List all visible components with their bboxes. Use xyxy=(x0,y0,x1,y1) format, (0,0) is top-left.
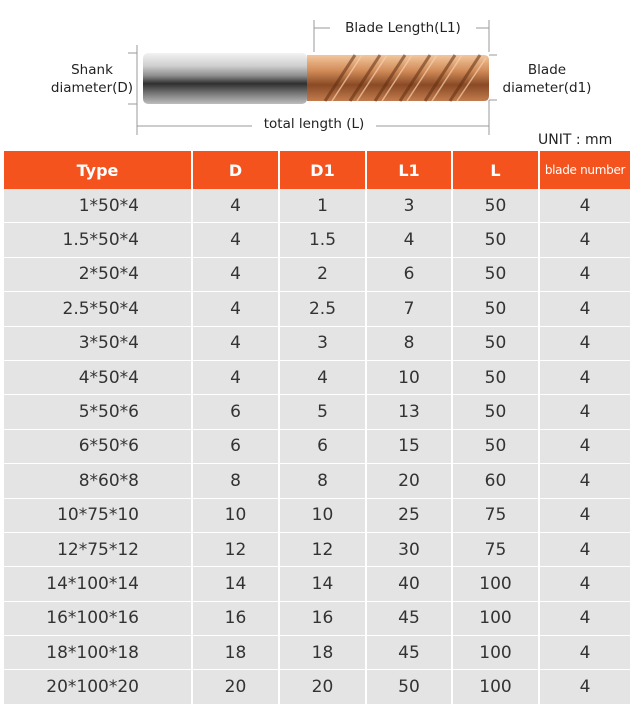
blade-number-cell: 4 xyxy=(539,601,630,635)
spec-table xyxy=(4,151,630,705)
type-cell: 16*100*16 xyxy=(4,601,192,635)
type-cell: 12*75*12 xyxy=(4,532,192,566)
type-cell: 1*50*4 xyxy=(4,189,192,223)
header-blade-number: blade number xyxy=(539,151,630,189)
d-cell: 8 xyxy=(192,464,279,498)
table-row xyxy=(4,223,630,257)
blade-number-cell: 4 xyxy=(539,532,630,566)
blade-number-cell: 4 xyxy=(539,567,630,601)
table-row xyxy=(4,326,630,360)
l1-cell: 45 xyxy=(366,601,452,635)
table-row xyxy=(4,567,630,601)
d1-cell: 16 xyxy=(279,601,366,635)
d1-cell: 5 xyxy=(279,395,366,429)
d1-cell: 1 xyxy=(279,189,366,223)
d1-cell: 4 xyxy=(279,360,366,394)
blade-number-cell: 4 xyxy=(539,464,630,498)
type-cell: 6*50*6 xyxy=(4,429,192,463)
l1-cell: 15 xyxy=(366,429,452,463)
table-row xyxy=(4,429,630,463)
type-cell: 14*100*14 xyxy=(4,567,192,601)
d1-cell: 6 xyxy=(279,429,366,463)
table-row xyxy=(4,292,630,326)
blade-diameter-label-line1: Blade xyxy=(527,62,567,78)
l1-cell: 10 xyxy=(366,360,452,394)
l1-cell: 40 xyxy=(366,567,452,601)
blade-number-cell: 4 xyxy=(539,636,630,670)
shank-label-line1: Shank xyxy=(71,62,113,78)
d1-cell: 3 xyxy=(279,326,366,360)
l-cell: 100 xyxy=(452,670,539,704)
l1-cell: 13 xyxy=(366,395,452,429)
type-cell: 1.5*50*4 xyxy=(4,223,192,257)
l-cell: 50 xyxy=(452,292,539,326)
type-cell: 20*100*20 xyxy=(4,670,192,704)
type-cell: 18*100*18 xyxy=(4,636,192,670)
d-cell: 4 xyxy=(192,189,279,223)
blade-number-cell: 4 xyxy=(539,189,630,223)
blade-number-cell: 4 xyxy=(539,395,630,429)
type-cell: 2*50*4 xyxy=(4,257,192,291)
l1-cell: 50 xyxy=(366,670,452,704)
l-cell: 50 xyxy=(452,223,539,257)
table-row xyxy=(4,257,630,291)
d-cell: 6 xyxy=(192,395,279,429)
l1-cell: 6 xyxy=(366,257,452,291)
table-row xyxy=(4,189,630,223)
blade-length-label: Blade Length(L1) xyxy=(330,19,476,37)
header-d: D xyxy=(192,151,279,189)
shank-diameter-label xyxy=(44,61,140,97)
blade-number-cell: 4 xyxy=(539,670,630,704)
table-row xyxy=(4,670,630,704)
type-cell: 4*50*4 xyxy=(4,360,192,394)
l1-cell: 30 xyxy=(366,532,452,566)
l-cell: 100 xyxy=(452,601,539,635)
d-cell: 6 xyxy=(192,429,279,463)
table-row xyxy=(4,532,630,566)
l-cell: 60 xyxy=(452,464,539,498)
d1-cell: 2 xyxy=(279,257,366,291)
l1-cell: 45 xyxy=(366,636,452,670)
table-row xyxy=(4,601,630,635)
blade-diameter-label-line2: diameter(d1) xyxy=(502,80,592,96)
l-cell: 50 xyxy=(452,326,539,360)
table-row xyxy=(4,498,630,532)
l1-cell: 8 xyxy=(366,326,452,360)
l1-cell: 3 xyxy=(366,189,452,223)
d1-cell: 2.5 xyxy=(279,292,366,326)
blade-number-cell: 4 xyxy=(539,429,630,463)
type-cell: 2.5*50*4 xyxy=(4,292,192,326)
type-cell: 3*50*4 xyxy=(4,326,192,360)
header-type: Type xyxy=(4,151,192,189)
d-cell: 4 xyxy=(192,257,279,291)
blade-number-cell: 4 xyxy=(539,498,630,532)
unit-label: UNIT : mm xyxy=(538,132,613,148)
l1-cell: 7 xyxy=(366,292,452,326)
type-cell: 8*60*8 xyxy=(4,464,192,498)
shank-label-line2: diameter(D) xyxy=(50,80,134,96)
l-cell: 75 xyxy=(452,498,539,532)
table-body xyxy=(4,189,630,704)
l-cell: 100 xyxy=(452,567,539,601)
l-cell: 50 xyxy=(452,189,539,223)
d-cell: 16 xyxy=(192,601,279,635)
d-cell: 18 xyxy=(192,636,279,670)
table-row xyxy=(4,395,630,429)
d-cell: 10 xyxy=(192,498,279,532)
type-cell: 10*75*10 xyxy=(4,498,192,532)
table-row xyxy=(4,360,630,394)
l1-cell: 25 xyxy=(366,498,452,532)
total-length-label: total length (L) xyxy=(252,115,376,133)
d-cell: 4 xyxy=(192,223,279,257)
l-cell: 50 xyxy=(452,429,539,463)
d1-cell: 14 xyxy=(279,567,366,601)
l1-cell: 4 xyxy=(366,223,452,257)
l1-cell: 20 xyxy=(366,464,452,498)
d-cell: 4 xyxy=(192,360,279,394)
l-cell: 50 xyxy=(452,360,539,394)
d-cell: 12 xyxy=(192,532,279,566)
type-cell: 5*50*6 xyxy=(4,395,192,429)
blade-diameter-label xyxy=(493,61,601,97)
table-row xyxy=(4,464,630,498)
blade-number-cell: 4 xyxy=(539,326,630,360)
d1-cell: 8 xyxy=(279,464,366,498)
blade-number-cell: 4 xyxy=(539,292,630,326)
d1-cell: 20 xyxy=(279,670,366,704)
table-header-row xyxy=(4,151,630,189)
header-l: L xyxy=(452,151,539,189)
table-row xyxy=(4,636,630,670)
header-d1: D1 xyxy=(279,151,366,189)
end-mill-diagram xyxy=(0,0,630,150)
l-cell: 50 xyxy=(452,257,539,291)
blade-number-cell: 4 xyxy=(539,360,630,394)
d-cell: 4 xyxy=(192,292,279,326)
d-cell: 14 xyxy=(192,567,279,601)
l-cell: 100 xyxy=(452,636,539,670)
d1-cell: 10 xyxy=(279,498,366,532)
d-cell: 4 xyxy=(192,326,279,360)
d1-cell: 1.5 xyxy=(279,223,366,257)
blade-number-cell: 4 xyxy=(539,223,630,257)
l-cell: 75 xyxy=(452,532,539,566)
d-cell: 20 xyxy=(192,670,279,704)
l-cell: 50 xyxy=(452,395,539,429)
blade-number-cell: 4 xyxy=(539,257,630,291)
d1-cell: 12 xyxy=(279,532,366,566)
d1-cell: 18 xyxy=(279,636,366,670)
header-l1: L1 xyxy=(366,151,452,189)
